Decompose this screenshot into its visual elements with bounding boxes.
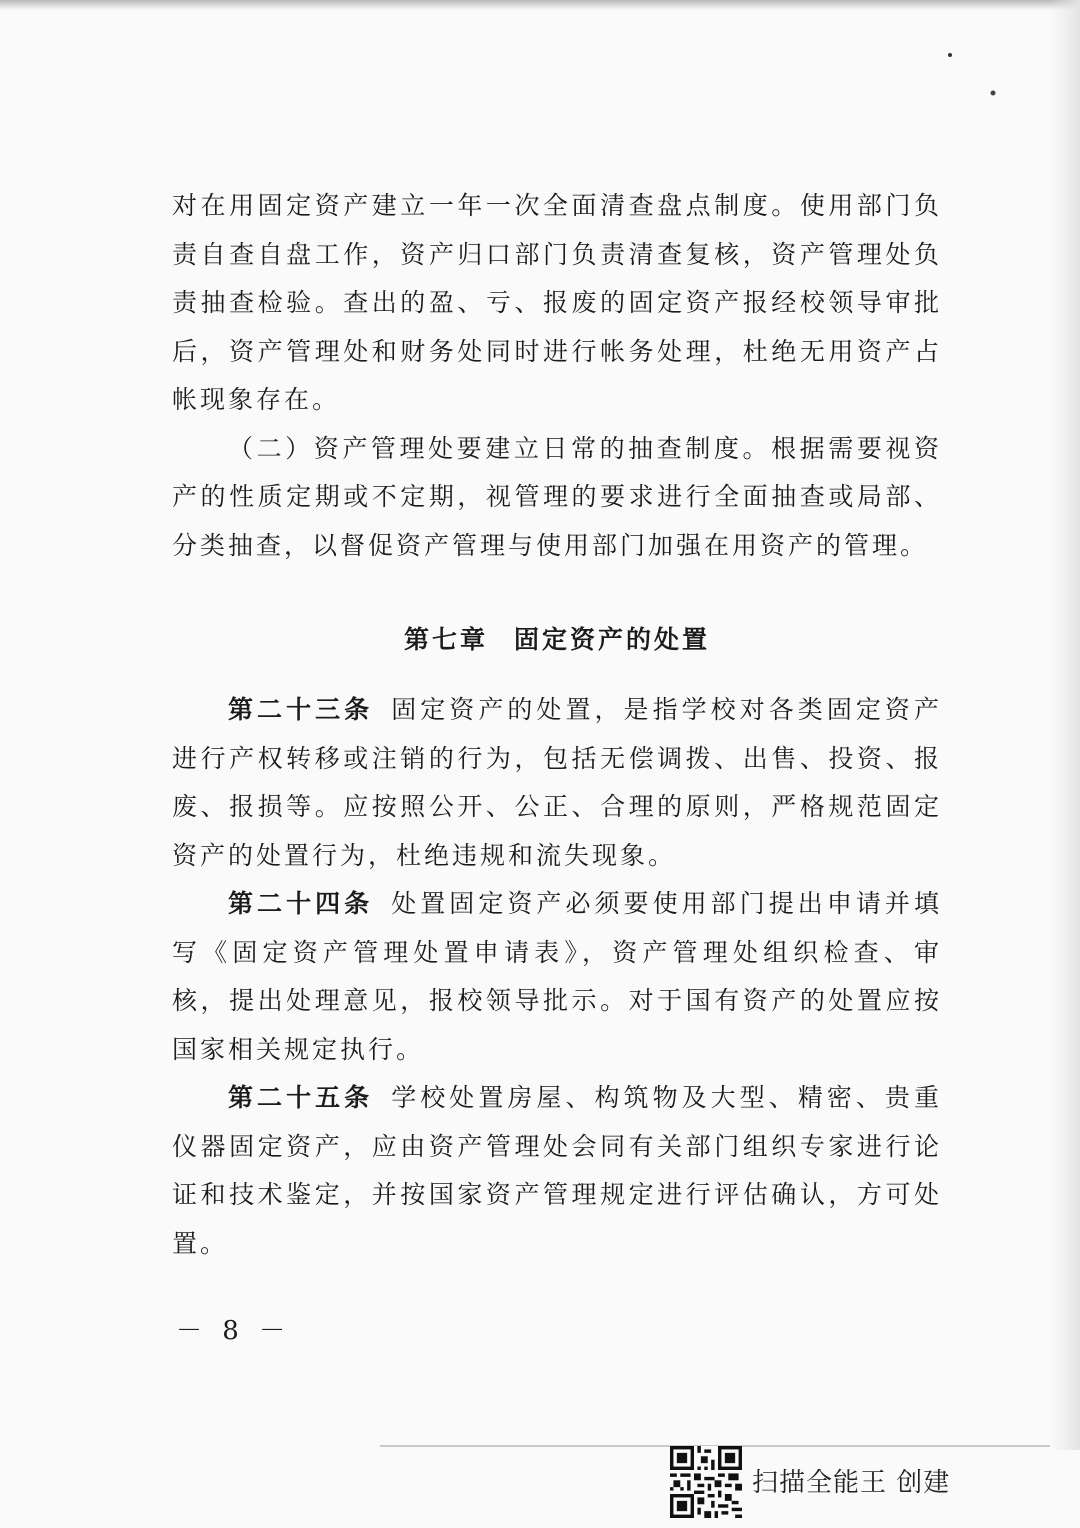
scanner-watermark-text: 扫描全能王 创建 <box>752 1468 951 1498</box>
chapter-title: 固定资产的处置 <box>514 625 711 654</box>
paragraph-inventory-system: 对在用固定资产建立一年一次全面清查盘点制度。使用部门负责自查自盘工作，资产归口部门负责清查复核，资产管理处负责抽查检验。查出的盈、亏、报废的固定资产报经校领导审批后，资产管理处和财务处同时进行帐务处理，杜绝无用资产占帐现象存在。 <box>172 191 942 414</box>
article-24-text: 处置固定资产必须要使用部门提出申请并填写《固定资产管理处置申请表》，资产管理处组织检查、审核，提出处理意见，报校领导批示。对于国有资产的处置应按国家相关规定执行。 <box>172 889 942 1064</box>
paragraph-spot-check-system: （二）资产管理处要建立日常的抽查制度。根据需要视资产的性质定期或不定期，视管理的要求进行全面抽查或局部、分类抽查，以督促资产管理与使用部门加强在用资产的管理。 <box>172 433 942 560</box>
article-23-text: 固定资产的处置，是指学校对各类固定资产进行产权转移或注销的行为，包括无偿调拨、出售、投资、报废、报损等。应按照公开、公正、合理的原则，严格规范固定资产的处置行为，杜绝违规和流失现象。 <box>172 695 942 870</box>
scan-specks <box>0 0 1080 120</box>
article-24-heading: 第二十四条 <box>228 889 374 918</box>
article-25-heading: 第二十五条 <box>228 1083 374 1112</box>
article-23-heading: 第二十三条 <box>228 695 374 724</box>
article-23 <box>172 686 942 880</box>
chapter-number: 第七章 <box>403 625 488 654</box>
article-24 <box>172 880 942 1074</box>
scan-edge-shadow <box>1050 0 1080 1450</box>
qr-code-icon <box>670 1446 742 1518</box>
article-25 <box>172 1074 942 1268</box>
page-number: － 8 － <box>176 1316 292 1346</box>
article-25-text: 学校处置房屋、构筑物及大型、精密、贵重仪器固定资产，应由资产管理处会同有关部门组织专家进行论证和技术鉴定，并按国家资产管理规定进行评估确认，方可处置。 <box>172 1083 942 1258</box>
document-body <box>172 182 942 1268</box>
chapter-heading <box>172 616 942 664</box>
